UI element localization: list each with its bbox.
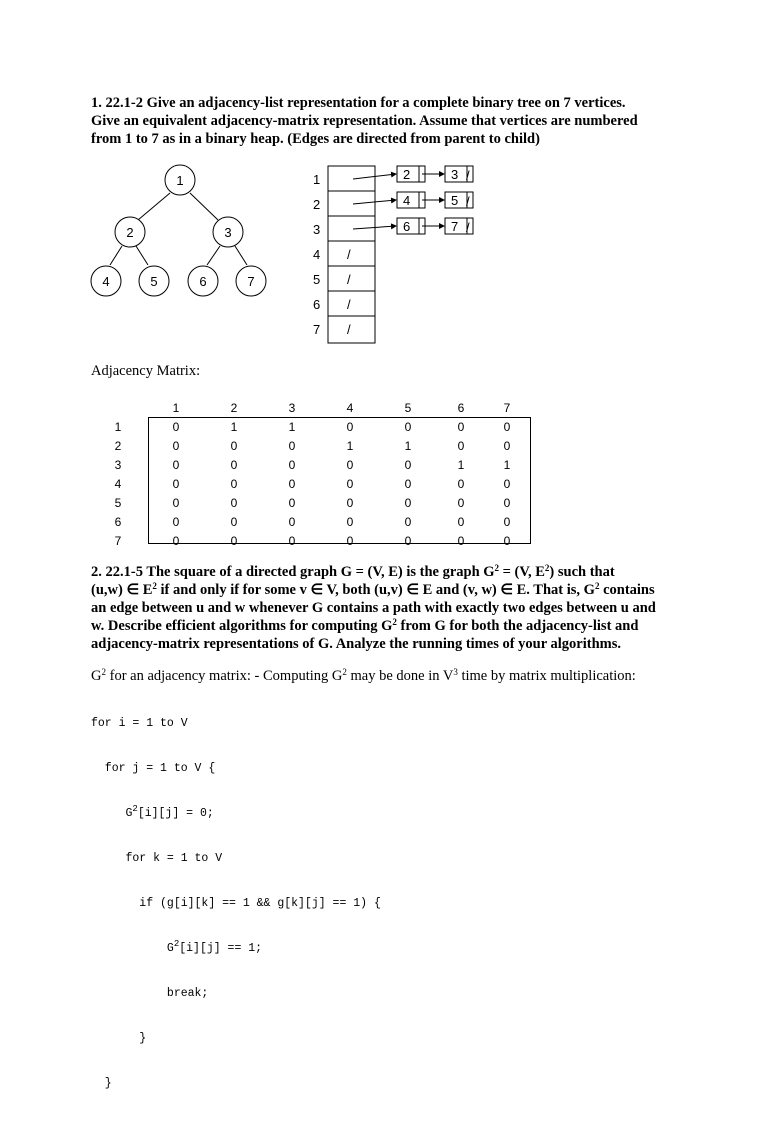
matrix-row-header: 2 [114,439,122,453]
nil-marker: / [347,297,351,312]
array-row-label: 1 [313,172,321,187]
array-row-label: 4 [313,247,321,262]
matrix-cell: 1 [404,439,412,453]
matrix-cell: 0 [172,477,180,491]
binary-tree-and-adjacency-list-diagram [0,0,768,360]
problem-1-line: Give an equivalent adjacency-matrix representation. Assume that vertices are numbered [91,113,638,129]
matrix-cell: 0 [172,534,180,548]
tree-node-label: 3 [224,225,232,240]
tree-node-label: 2 [126,225,134,240]
adjacency-array [328,166,375,343]
matrix-cell: 0 [404,477,412,491]
problem-2-line: an edge between u and w whenever G contains a path with exactly two edges between u and [91,600,656,616]
matrix-cell: 0 [503,439,511,453]
text-span: from G for both the adjacency-list and [396,618,639,634]
problem-2-line [91,581,656,599]
matrix-cell: 0 [230,439,238,453]
tree-edge [235,246,247,265]
matrix-cell: 0 [172,458,180,472]
matrix-cell: 0 [288,458,296,472]
matrix-cell: 0 [346,420,354,434]
nil-marker: / [466,168,470,183]
matrix-row-header: 3 [114,458,122,472]
list-node-value: 2 [403,167,411,182]
tree-node [139,266,169,296]
tree-node-label: 7 [247,274,255,289]
array-row-label: 5 [313,272,321,287]
code-line: } [91,1032,147,1045]
list-node-value: 3 [451,167,459,182]
matrix-row-header: 1 [114,420,122,434]
matrix-cell: 0 [230,477,238,491]
superscript: 2 [173,939,180,949]
matrix-cell: 0 [457,439,465,453]
matrix-cell: 0 [503,496,511,510]
matrix-cell: 1 [503,458,511,472]
matrix-cell: 0 [172,515,180,529]
matrix-cell: 0 [404,420,412,434]
matrix-cell: 1 [288,420,296,434]
matrix-cell: 0 [346,534,354,548]
superscript: 3 [453,667,458,677]
matrix-column-header: 1 [172,401,180,415]
text-span: [i][j] == 1; [179,942,263,955]
matrix-column-header: 6 [457,401,465,415]
code-line: break; [91,987,209,1000]
nil-marker: / [347,272,351,287]
code-line: for k = 1 to V [91,852,223,865]
code-line: for j = 1 to V { [91,762,216,775]
matrix-cell: 0 [404,496,412,510]
matrix-column-header: 7 [503,401,511,415]
matrix-cell: 0 [230,534,238,548]
tree-edge [190,193,218,220]
matrix-cell: 0 [230,496,238,510]
text-span: contains [599,582,655,598]
list-node-value: 5 [451,193,459,208]
g2-explanation-line [91,668,636,685]
text-span: for an adjacency matrix: - Computing G [105,668,343,684]
matrix-cell: 0 [288,534,296,548]
matrix-column-header: 3 [288,401,296,415]
matrix-cell: 1 [457,458,465,472]
matrix-cell: 0 [503,477,511,491]
code-line [91,941,381,956]
tree-edge [136,246,148,265]
text-span: G [91,942,174,955]
matrix-column-header: 4 [346,401,354,415]
adjacency-matrix-label: Adjacency Matrix: [91,363,201,379]
matrix-cell: 1 [346,439,354,453]
text-span: = (V, E [499,564,545,580]
matrix-cell: 0 [503,420,511,434]
matrix-cell: 0 [346,496,354,510]
array-row-label: 7 [313,322,321,337]
problem-1-line: 1. 22.1-2 Give an adjacency-list representation for a complete binary tree on 7 vertices. [91,95,626,111]
text-span: G [91,668,102,684]
nil-marker: / [466,220,470,235]
matrix-cell: 0 [346,515,354,529]
superscript: 2 [132,804,138,814]
problem-2-text [91,563,656,653]
superscript: 2 [594,581,600,591]
matrix-cell: 0 [503,534,511,548]
text-span: w. Describe efficient algorithms for computing G [91,618,393,634]
tree-node [213,217,243,247]
tree-node [188,266,218,296]
matrix-cell: 0 [172,496,180,510]
superscript: 2 [152,581,157,591]
tree-node [115,217,145,247]
matrix-column-header: 5 [404,401,412,415]
text-span: 2. 22.1-5 The square of a directed graph G = (V, E) is the graph G [91,564,495,580]
list-node-value: 6 [403,219,411,234]
code-line: if (g[i][k] == 1 && g[k][j] == 1) { [91,897,381,910]
adjacency-array-row-labels [313,172,320,337]
problem-2-line: adjacency-matrix representations of G. Analyze the running times of your algorithms. [91,636,622,652]
superscript: 2 [342,667,347,677]
list-node-value: 4 [403,193,411,208]
matrix-column-header: 2 [230,401,238,415]
matrix-row-header: 5 [114,496,122,510]
matrix-cell: 0 [288,515,296,529]
matrix-cell: 0 [457,534,465,548]
matrix-cell: 0 [404,458,412,472]
tree-node-label: 1 [176,173,184,188]
matrix-cell: 0 [503,515,511,529]
problem-2-line [91,563,656,581]
matrix-cell: 0 [457,420,465,434]
matrix-cell: 0 [346,477,354,491]
matrix-cell: 0 [230,458,238,472]
text-span: ) such that [549,564,615,580]
array-row-label: 6 [313,297,321,312]
matrix-cell: 0 [346,458,354,472]
matrix-cell: 0 [457,477,465,491]
matrix-row-header: 4 [114,477,122,491]
matrix-cell: 0 [288,496,296,510]
matrix-cell: 0 [457,515,465,529]
array-row-label: 3 [313,222,321,237]
matrix-cell: 0 [230,515,238,529]
tree-edge [110,246,122,265]
matrix-cell: 0 [172,420,180,434]
matrix-cell: 0 [172,439,180,453]
tree-edge [207,246,220,265]
problem-1-line: from 1 to 7 as in a binary heap. (Edges are directed from parent to child) [91,131,540,147]
nil-marker: / [466,194,470,209]
nil-marker: / [347,247,351,262]
tree-node-label: 5 [150,274,158,289]
text-span: G [91,807,133,820]
matrix-cell: 0 [457,496,465,510]
tree-node [91,266,121,296]
code-line: for i = 1 to V [91,717,188,730]
code-line [91,806,381,821]
matrix-cell: 0 [288,439,296,453]
matrix-row-header: 6 [114,515,122,529]
code-line: } [91,1077,112,1090]
problem-2-line [91,617,656,635]
matrix-cell: 0 [404,534,412,548]
text-span: [i][j] = 0; [137,807,214,820]
pseudocode-block [91,686,381,1121]
list-node-value: 7 [451,219,459,234]
tree-node-label: 4 [102,274,110,289]
matrix-cell: 1 [230,420,238,434]
text-span: time by matrix multiplication: [457,668,636,684]
nil-marker: / [347,322,351,337]
matrix-cell: 0 [404,515,412,529]
superscript: 2 [544,563,550,573]
superscript: 2 [392,617,397,627]
text-span: (u,w) ∈ E [91,582,153,598]
array-row-label: 2 [313,197,321,212]
matrix-cell: 0 [288,477,296,491]
tree-edge [138,193,170,220]
superscript: 2 [494,563,500,573]
tree-node [236,266,266,296]
text-span: if and only if for some v ∈ V, both (u,v) ∈ E and (v, w) ∈ E. That is, G [156,582,595,598]
adjacency-matrix-table [148,417,531,548]
tree-node-label: 6 [199,274,207,289]
text-span: may be done in V [346,668,454,684]
superscript: 2 [101,667,106,677]
matrix-row-header: 7 [114,534,122,548]
tree-node [165,165,195,195]
